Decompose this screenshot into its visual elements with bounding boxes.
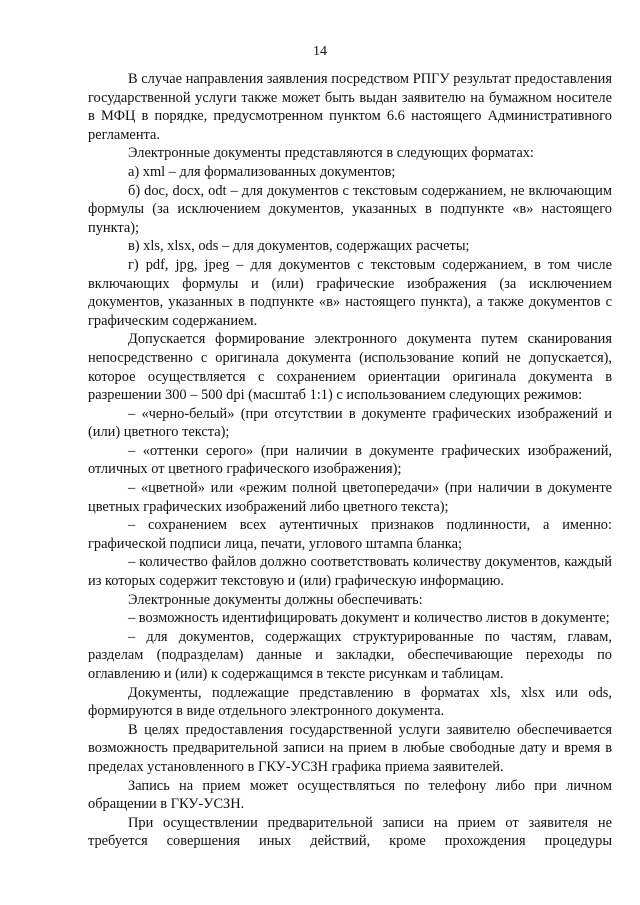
paragraph: Запись на прием может осуществляться по телефону либо при личном обращении в ГКУ-УСЗН. bbox=[88, 777, 612, 813]
paragraph: При осуществлении предварительной записи на прием от заявителя не требуется совершения иных действий, кроме прохождения процедуры bbox=[88, 814, 612, 850]
paragraph: Электронные документы представляются в следующих форматах: bbox=[128, 145, 534, 162]
paragraph: Допускается формирование электронного документа путем сканирования непосредственно с оригинала документа (использование копий не допускается), которое осуществляется с сохранением ориентации оригинала документа в разрешении 300 – 500 dpi (масштаб 1:1) с использованием следующих режимов: bbox=[88, 331, 612, 404]
list-item: – «цветной» или «режим полной цветопередачи» (при наличии в документе цветных графических изображений либо цветного текста); bbox=[88, 480, 612, 515]
list-item: а) xml – для формализованных документов; bbox=[128, 163, 396, 180]
paragraph: Электронные документы должны обеспечивать: bbox=[128, 591, 423, 608]
page-number: 14 bbox=[313, 44, 327, 59]
list-item: г) pdf, jpg, jpeg – для документов с текстовым содержанием, в том числе включающих формулы и (или) графические изображения (за исключением документов, указанных в подпункте «в» настоящего пункта), а также документов с графическим содержанием. bbox=[88, 256, 612, 329]
list-item: – сохранением всех аутентичных признаков подлинности, а именно: графической подписи лица, печати, углового штампа бланка; bbox=[88, 517, 612, 552]
list-item: б) doc, docx, odt – для документов с текстовым содержанием, не включающим формулы (за исключением документов, указанных в подпункте «в» настоящего пункта); bbox=[88, 182, 612, 236]
list-item: – для документов, содержащих структурированные по частям, главам, разделам (подразделам) данные и закладки, обеспечивающие переходы по оглавлению и (или) к содержащимся в тексте рисункам и таблицам. bbox=[88, 628, 612, 682]
list-item: – «оттенки серого» (при наличии в документе графических изображений, отличных от цветного графического изображения); bbox=[88, 442, 612, 478]
list-item: в) xls, xlsx, ods – для документов, содержащих расчеты; bbox=[128, 238, 470, 255]
list-item: – возможность идентифицировать документ и количество листов в документе; bbox=[128, 610, 610, 627]
list-item: – «черно-белый» (при отсутствии в документе графических изображений и (или) цветного текста); bbox=[88, 405, 612, 441]
document-body bbox=[88, 70, 612, 851]
paragraph: В случае направления заявления посредством РПГУ результат предоставления государственной услуги также может быть выдан заявителю на бумажном носителе в МФЦ в порядке, предусмотренном пунктом 6.6 настоящего Административного регламента. bbox=[88, 71, 612, 143]
list-item: – количество файлов должно соответствовать количеству документов, каждый из которых содержит текстовую и (или) графическую информацию. bbox=[88, 554, 612, 590]
paragraph: В целях предоставления государственной услуги заявителю обеспечивается возможность предварительной записи на прием в любые свободные дату и время в пределах установленного в ГКУ-УСЗН графика приема заявителей. bbox=[88, 721, 612, 775]
paragraph: Документы, подлежащие представлению в форматах xls, xlsx или ods, формируются в виде отдельного электронного документа. bbox=[88, 684, 612, 720]
